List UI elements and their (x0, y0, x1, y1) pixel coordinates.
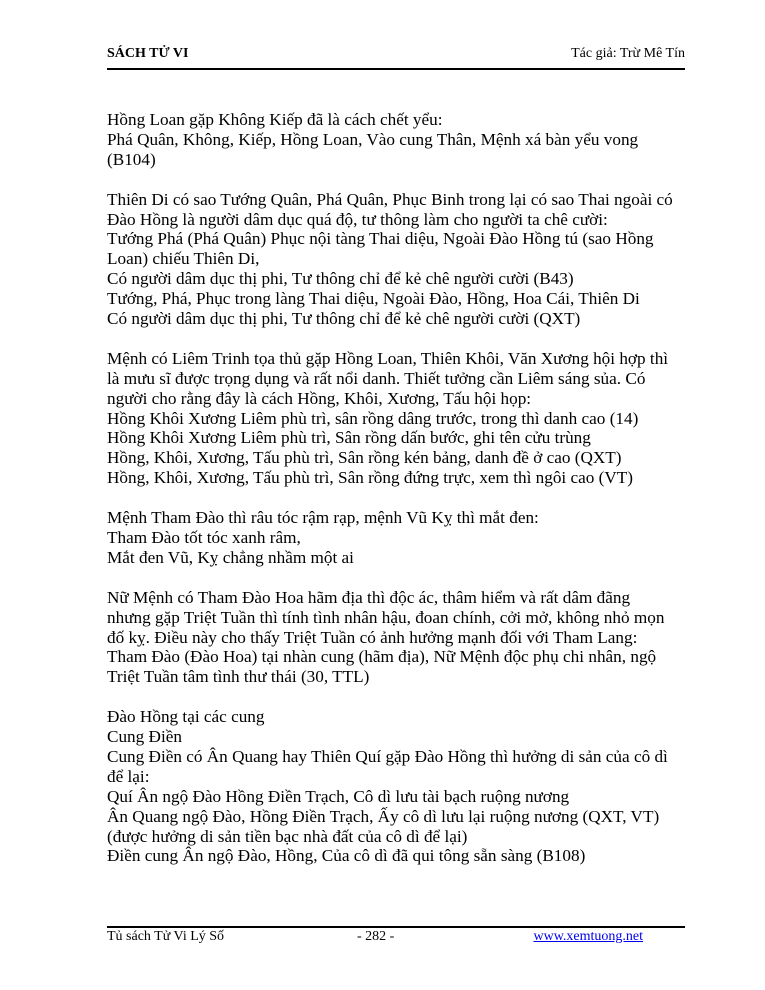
text-line: Hồng Khôi Xương Liêm phù trì, sân rồng dâng trước, trong thì danh cao (14) (107, 408, 639, 428)
page-body (107, 110, 692, 886)
text-line: Mệnh Tham Đào thì râu tóc rậm rạp, mệnh Vũ Kỵ thì mắt đen: (107, 508, 539, 528)
text-line: đố kỵ. Điều này cho thấy Triệt Tuần có ảnh hưởng mạnh đối với Tham Lang: (107, 627, 638, 647)
text-line: Quí Ân ngộ Đào Hồng Điền Trạch, Cô dì lưu tài bạch ruộng nương (107, 786, 570, 806)
text-line: Đào Hồng tại các cung (107, 707, 265, 727)
footer-book-series: Tủ sách Tử Vi Lý Số (107, 929, 225, 944)
text-line: Mắt đen Vũ, Kỵ chẳng nhầm một ai (107, 547, 354, 567)
text-line: Hồng Khôi Xương Liêm phù trì, Sân rồng dấn bước, ghi tên cửu trùng (107, 428, 591, 448)
paragraph-2 (107, 190, 692, 329)
page-number: - 282 - (357, 929, 395, 944)
text-line: Tướng Phá (Phá Quân) Phục nội tàng Thai diệu, Ngoài Đào Hồng tú (sao Hồng (107, 229, 654, 249)
header-book-title: SÁCH TỬ VI (107, 46, 189, 61)
text-line: Cung Điền (107, 727, 182, 747)
paragraph-3 (107, 349, 692, 488)
text-line: là mưu sĩ được trọng dụng và rất nổi danh. Thiết tưởng cần Liêm sáng sủa. Có (107, 368, 646, 388)
paragraph-4 (107, 508, 692, 568)
text-line: người cho rằng đây là cách Hồng, Khôi, Xương, Tấu hội họp: (107, 388, 532, 408)
paragraph-1 (107, 110, 692, 170)
text-line: Hồng, Khôi, Xương, Tấu phù trì, Sân rồng đứng trực, xem thì ngôi cao (VT) (107, 468, 634, 488)
text-line: Có người dâm dục thị phi, Tư thông chỉ để kẻ chê người cười (B43) (107, 269, 574, 289)
text-line: Ân Quang ngộ Đào, Hồng Điền Trạch, Ấy cô dì lưu lại ruộng nương (QXT, VT) (107, 806, 660, 826)
text-line: Có người dâm dục thị phi, Tư thông chỉ để kẻ chê người cười (QXT) (107, 309, 581, 329)
website-link[interactable]: www.xemtuong.net (533, 929, 643, 944)
text-line: để lại: (107, 766, 150, 786)
text-line: Thiên Di có sao Tướng Quân, Phá Quân, Phục Binh trong lại có sao Thai ngoài có (107, 189, 673, 209)
header-author: Tác giả: Trừ Mê Tín (571, 46, 685, 61)
text-line: Mệnh có Liêm Trinh tọa thủ gặp Hồng Loan, Thiên Khôi, Văn Xương hội hợp thì (107, 348, 669, 368)
paragraph-5 (107, 588, 692, 688)
text-line: Tham Đào (Đào Hoa) tại nhàn cung (hãm địa), Nữ Mệnh độc phụ chi nhân, ngộ (107, 647, 657, 667)
text-line: Tham Đào tốt tóc xanh râm, (107, 527, 301, 547)
page-footer (107, 929, 685, 947)
text-line: Hồng Loan gặp Không Kiếp đã là cách chết yểu: (107, 110, 443, 129)
text-line: (B104) (107, 149, 156, 169)
text-line: Loan) chiếu Thiên Di, (107, 249, 260, 269)
text-line: Tướng, Phá, Phục trong làng Thai diệu, Ngoài Đào, Hồng, Hoa Cái, Thiên Di (107, 289, 640, 309)
text-line: (được hưởng di sản tiền bạc nhà đất của cô dì để lại) (107, 826, 468, 846)
text-line: Đào Hồng là người dâm dục quá độ, tư thông làm cho người ta chê cười: (107, 209, 608, 229)
text-line: Triệt Tuần tâm tình thư thái (30, TTL) (107, 667, 370, 687)
text-line: Phá Quân, Không, Kiếp, Hồng Loan, Vào cung Thân, Mệnh xá bàn yểu vong (107, 129, 639, 149)
page-header (107, 46, 685, 66)
text-line: Điền cung Ân ngộ Đào, Hồng, Của cô dì đã qui tông sẵn sàng (B108) (107, 846, 586, 866)
text-line: Hồng, Khôi, Xương, Tấu phù trì, Sân rồng kén bảng, danh đề ở cao (QXT) (107, 448, 622, 468)
header-rule (107, 68, 685, 70)
paragraph-6 (107, 707, 692, 866)
text-line: Cung Điền có Ân Quang hay Thiên Quí gặp Đào Hồng thì hưởng di sản của cô dì (107, 746, 668, 766)
footer-rule (107, 926, 685, 928)
text-line: Nữ Mệnh có Tham Đào Hoa hãm địa thì độc ác, thâm hiểm và rất dâm đãng (107, 587, 631, 607)
text-line: nhưng gặp Triệt Tuần thì tính tình nhân hậu, đoan chính, cởi mở, không nhỏ mọn (107, 607, 665, 627)
